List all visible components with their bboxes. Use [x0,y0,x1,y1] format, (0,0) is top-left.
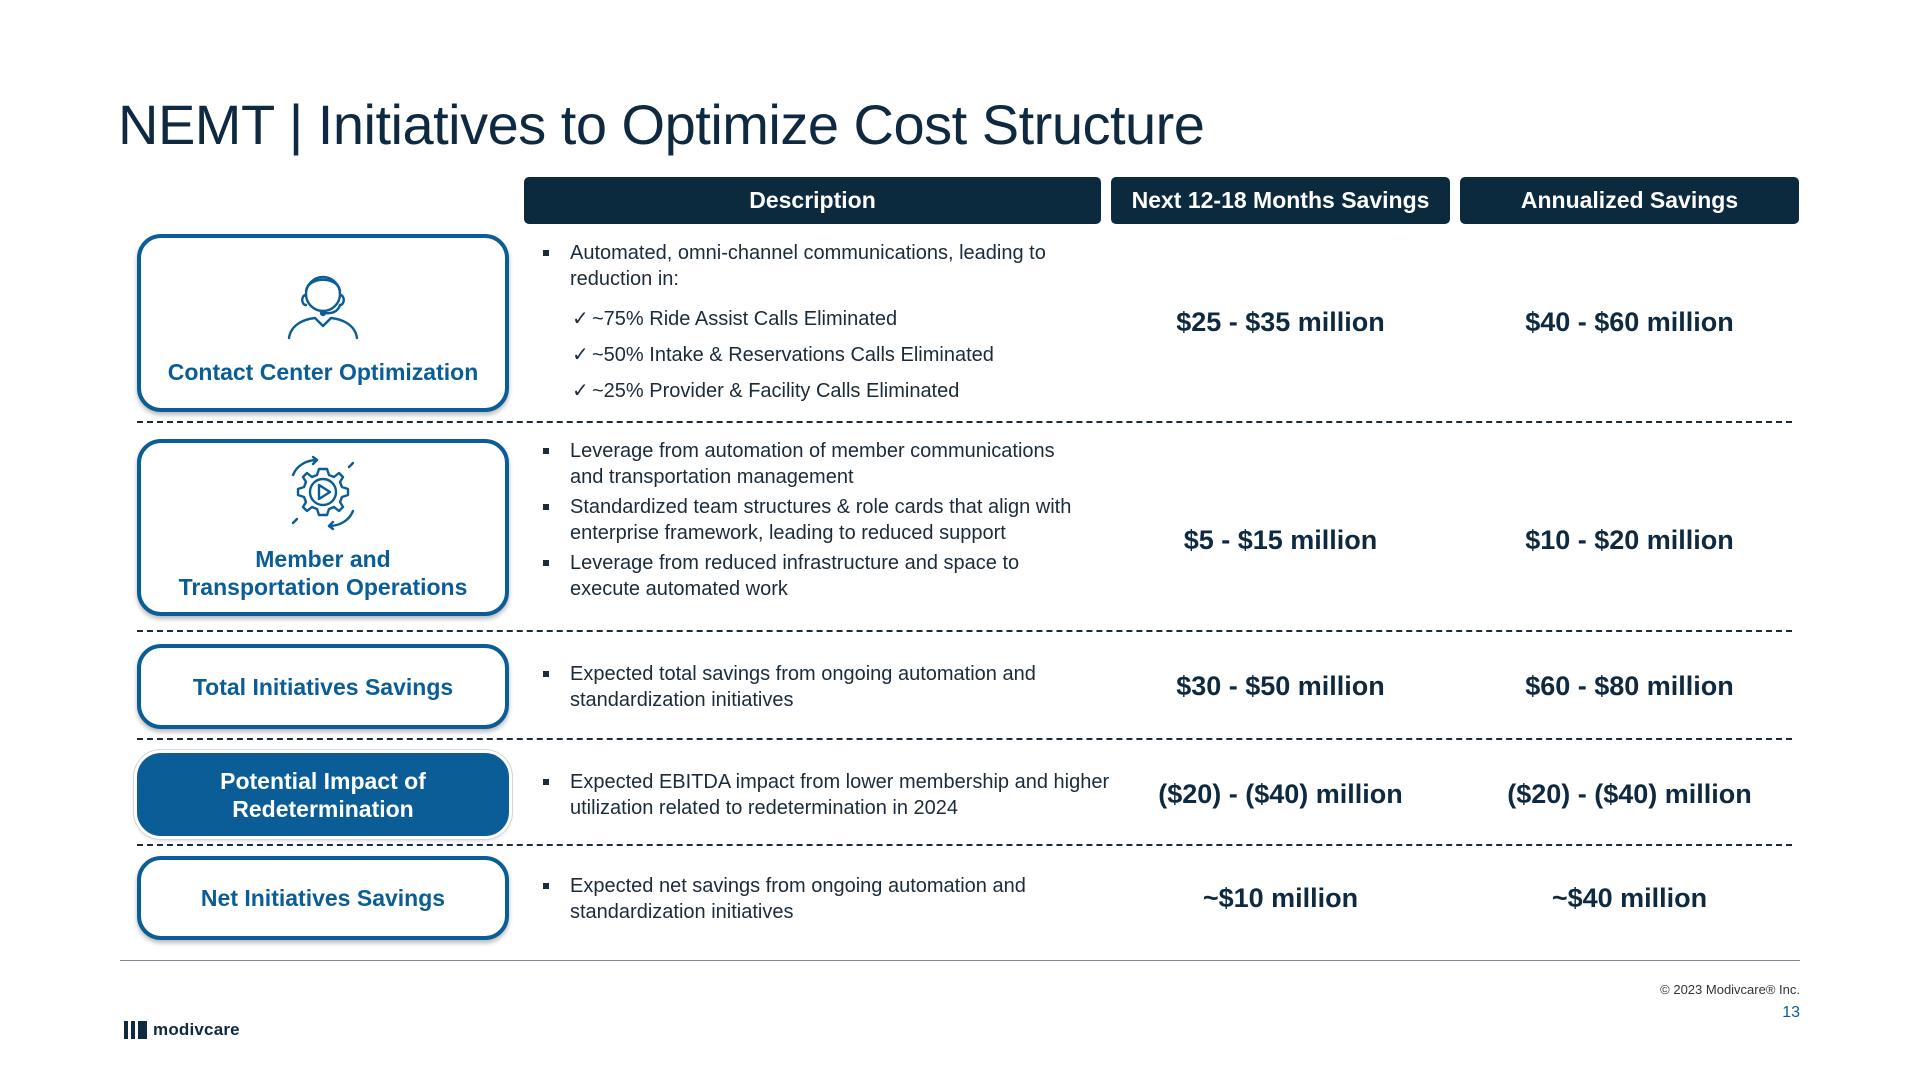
next-savings-value: ($20) - ($40) million [1158,779,1403,809]
row-label-line2: Redetermination [232,795,414,822]
annualized-savings-value: $10 - $20 million [1525,525,1734,555]
next-savings-value: ~$10 million [1202,883,1359,913]
row-label: Total Initiatives Savings [192,673,454,700]
annualized-savings-value: ~$40 million [1551,883,1708,913]
column-header-next-savings: Next 12-18 Months Savings [1111,177,1450,224]
row-divider [137,844,1792,846]
row-description [540,240,1100,404]
row-divider [137,421,1792,423]
row-label-line2: Transportation Operations [178,573,468,600]
next-savings-value: $5 - $15 million [1183,525,1378,555]
copyright-text: © 2023 Modivcare® Inc. [1660,982,1800,997]
description-bullet: Expected net savings from ongoing automation and standardization initiatives [540,873,1060,925]
row-description [540,873,1100,925]
page-title: NEMT | Initiatives to Optimize Cost Structure [118,93,1205,156]
page-number: 13 [1782,1004,1800,1021]
headset-agent-icon [277,264,369,350]
row-label: Net Initiatives Savings [200,885,446,911]
column-header-description: Description [524,177,1101,224]
row-description [540,438,1100,602]
row-label-line1: Member and [255,545,391,572]
check-item: ✓ ~25% Provider & Facility Calls Eliminated [572,380,960,402]
check-icon: ✓ [572,380,589,402]
footer-rule [120,960,1800,961]
check-item: ✓ ~50% Intake & Reservations Calls Eliminated [572,344,994,366]
description-bullet: Standardized team structures & role cards that align with enterprise framework, leading to reduced support [540,494,1100,546]
redetermination-label-box [137,753,509,836]
gear-play-icon [283,455,363,539]
logo-text: modivcare [153,1020,240,1039]
next-savings-value: $25 - $35 million [1176,307,1385,337]
check-icon: ✓ [572,308,589,330]
check-item: ✓ ~75% Ride Assist Calls Eliminated [572,308,898,330]
check-icon: ✓ [572,344,589,366]
column-header-annualized-savings: Annualized Savings [1460,177,1799,224]
description-bullet: Leverage from reduced infrastructure and space to execute automated work [540,550,1060,602]
net-savings-label-box [137,856,509,940]
description-bullet: Automated, omni-channel communications, leading to reduction in: [540,240,1090,292]
total-savings-label-box [137,644,509,729]
annualized-savings-value: ($20) - ($40) million [1507,779,1752,809]
row-divider [137,630,1792,632]
row-label-line1: Potential Impact of [220,767,426,794]
logo-mark-icon [124,1021,147,1039]
row-description [540,661,1100,713]
next-savings-value: $30 - $50 million [1176,671,1385,701]
row-label: Contact Center Optimization [167,359,479,385]
member-transportation-label-box [137,439,509,616]
row-description [540,769,1110,821]
row-divider [137,738,1792,740]
description-bullet: Expected total savings from ongoing automation and standardization initiatives [540,661,1060,713]
contact-center-label-box [137,234,509,412]
annualized-savings-value: $60 - $80 million [1525,671,1734,701]
annualized-savings-value: $40 - $60 million [1525,307,1734,337]
description-bullet: Expected EBITDA impact from lower membership and higher utilization related to redetermination in 2024 [540,769,1110,821]
modivcare-logo [124,1020,240,1040]
description-bullet: Leverage from automation of member communications and transportation management [540,438,1060,490]
